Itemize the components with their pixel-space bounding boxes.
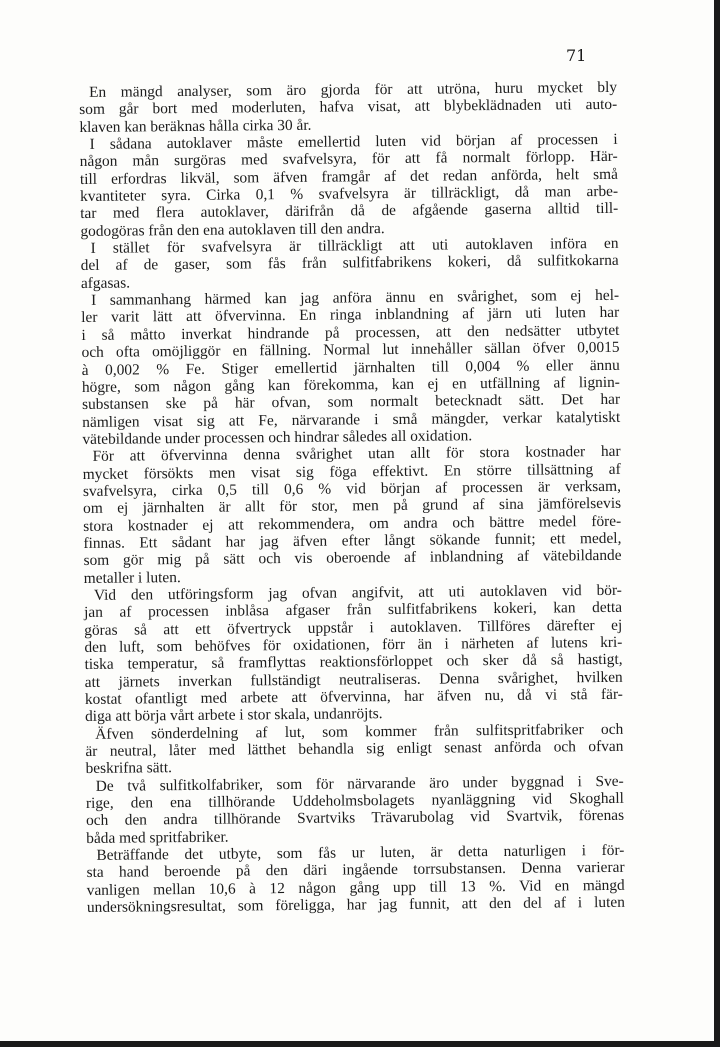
text-line: någon mån surgöras med svafvelsyra, för att få normalt förlopp. Här- bbox=[79, 148, 618, 171]
paragraph bbox=[79, 131, 618, 240]
text-line: till erfordras likväl, som äfven framgår af det redan anförda, helt små bbox=[79, 165, 618, 188]
text-line: För att öfvervinna denna svårighet utan allt för stora kostnader har bbox=[92, 443, 621, 466]
text-line: godogöras från den ena autoklaven till den andra. bbox=[80, 219, 385, 240]
text-line: som går bort med moderluten, hafva visat, att blybeklädnaden uti auto- bbox=[79, 96, 618, 119]
text-line: klaven kan beräknas hålla cirka 30 år. bbox=[79, 116, 312, 136]
text-line: den luft, som behöfves för oxidationen, förr än i närheten af lutens kri- bbox=[84, 633, 623, 656]
text-line: ler varit lätt att öfvervinna. En ringa inblandning af järn uti luten har bbox=[81, 304, 620, 327]
text-line: som gör mig på sätt och vis oberoende af inblandning af vätebildande bbox=[83, 547, 622, 570]
text-line: De två sulfitkolfabriker, som för närvarande äro under byggnad i Sve- bbox=[95, 772, 624, 795]
text-line: sta hand beroende på den däri ingående torrsubstansen. Denna varierar bbox=[86, 859, 625, 882]
text-line: att järnets inverkan fullständigt neutraliseras. Denna svårighet, hvilken bbox=[84, 668, 623, 691]
paragraph bbox=[85, 721, 623, 778]
text-line: vanligen mellan 10,6 à 12 någon gång upp till 13 %. Vid en mängd bbox=[86, 876, 625, 899]
text-line: kvantiteter syra. Cirka 0,1 % svafvelsyra är tillräckligt, då man arbe- bbox=[79, 182, 619, 206]
paragraph bbox=[81, 287, 620, 448]
text-line: högre, som någon gång kan förekomma, kan ej en utfällning af lignin- bbox=[81, 373, 620, 396]
paragraph bbox=[86, 773, 625, 848]
text-line: Beträffande det utbyte, som fås ur luten, är detta naturligen i för- bbox=[96, 841, 625, 864]
text-line: är neutral, låter med lätthet behandla sig enligt senast anförda och ofvan bbox=[85, 737, 624, 761]
page-number: 71 bbox=[566, 46, 587, 65]
text-line: Äfven sönderdelning af lut, som kommer från sulfitspritfabriker och bbox=[95, 720, 624, 743]
text-line: mycket försökts men visat sig föga effektivt. En större tillsättning af bbox=[82, 460, 621, 483]
text-line: substansen ske på här ofvan, som normalt betecknadt sätt. Det har bbox=[81, 391, 621, 414]
text-line: göras så att ett öfvertryck uppstår i autoklaven. Tillföres därefter ej bbox=[84, 616, 623, 639]
scan-edge-right bbox=[714, 0, 720, 1047]
text-line: diga att börja vårt arbete i stor skala, undanröjts. bbox=[84, 705, 383, 726]
scan-edge-bottom bbox=[0, 1041, 720, 1047]
text-line: tiska temperatur, så framflyttas reaktionsförloppet och sker då så hastigt, bbox=[84, 651, 623, 674]
text-line: rige, den ena tillhörande Uddeholmsbolagets nyanläggning vid Skoghall bbox=[85, 789, 624, 813]
body-text bbox=[79, 79, 625, 917]
text-line: vätebildande under processen och hindrar således all oxidation. bbox=[82, 427, 473, 448]
text-line: jan af processen inblåsa afgaser från sulfitfabrikens kokeri, kan detta bbox=[83, 599, 623, 622]
text-line: metaller i luten. bbox=[83, 568, 181, 587]
text-line: Vid den utföringsform jag ofvan angifvit, att uti autoklaven vid bör- bbox=[93, 581, 622, 604]
text-line: finnas. Ett sådant har jag äfven efter långt sökande funnit; ett medel, bbox=[83, 529, 622, 552]
paragraph bbox=[79, 79, 617, 136]
text-line: à 0,002 % Fe. Stiger emellertid järnhalten till 0,004 % eller ännu bbox=[81, 356, 620, 379]
text-line: nämligen visat sig att Fe, närvarande i små mängder, verkar katalytiskt bbox=[82, 408, 621, 431]
text-line: beskrifna sätt. bbox=[85, 759, 172, 778]
text-line: undersökningsresultat, som föreligga, har jag funnit, att den del af i luten bbox=[86, 893, 625, 917]
text-line: I sammanhang härmed kan jag anföra ännu en svårighet, som ej hel- bbox=[90, 286, 620, 310]
paragraph bbox=[82, 443, 621, 587]
text-line: tar med flera autoklaver, därifrån då de afgående gaserna alltid till- bbox=[80, 200, 619, 223]
paragraph bbox=[80, 235, 618, 292]
text-line: om ej järnhalten är allt för stor, men på grund af sina jämförelsevis bbox=[82, 495, 622, 518]
text-line: och ofta omöjliggör en fällning. Normal lut innehåller sällan öfver 0,0015 bbox=[81, 338, 620, 362]
text-line: I sådana autoklaver måste emellertid luten vid början af processen i bbox=[89, 130, 618, 153]
text-line: I stället för svafvelsyra är tillräckligt att uti autoklaven införa en bbox=[90, 234, 619, 257]
text-line: En mängd analyser, som äro gjorda för att utröna, huru mycket bly bbox=[88, 78, 618, 101]
text-line: del af de gaser, som fås från sulfitfabrikens kokeri, då sulfitkokarna bbox=[80, 252, 619, 275]
text-line: svafvelsyra, cirka 0,5 till 0,6 % vid början af processen är verksam, bbox=[82, 477, 621, 500]
text-line: och den andra tillhörande Svartviks Trävarubolag vid Svartvik, förenas bbox=[85, 807, 625, 830]
text-line: afgasas. bbox=[80, 274, 131, 292]
paragraph bbox=[84, 582, 623, 726]
text-line: stora kostnader ej att rekommendera, om andra och bättre medel före- bbox=[83, 512, 622, 535]
text-line: i så måtto inverkat hindrande på processen, att den nedsätter utbytet bbox=[81, 321, 620, 344]
text-line: båda med spritfabriker. bbox=[86, 828, 229, 847]
paragraph bbox=[86, 842, 625, 917]
text-line: kostat ofantligt med arbete att öfvervinna, har äfven nu, då vi stå fär- bbox=[84, 685, 623, 709]
